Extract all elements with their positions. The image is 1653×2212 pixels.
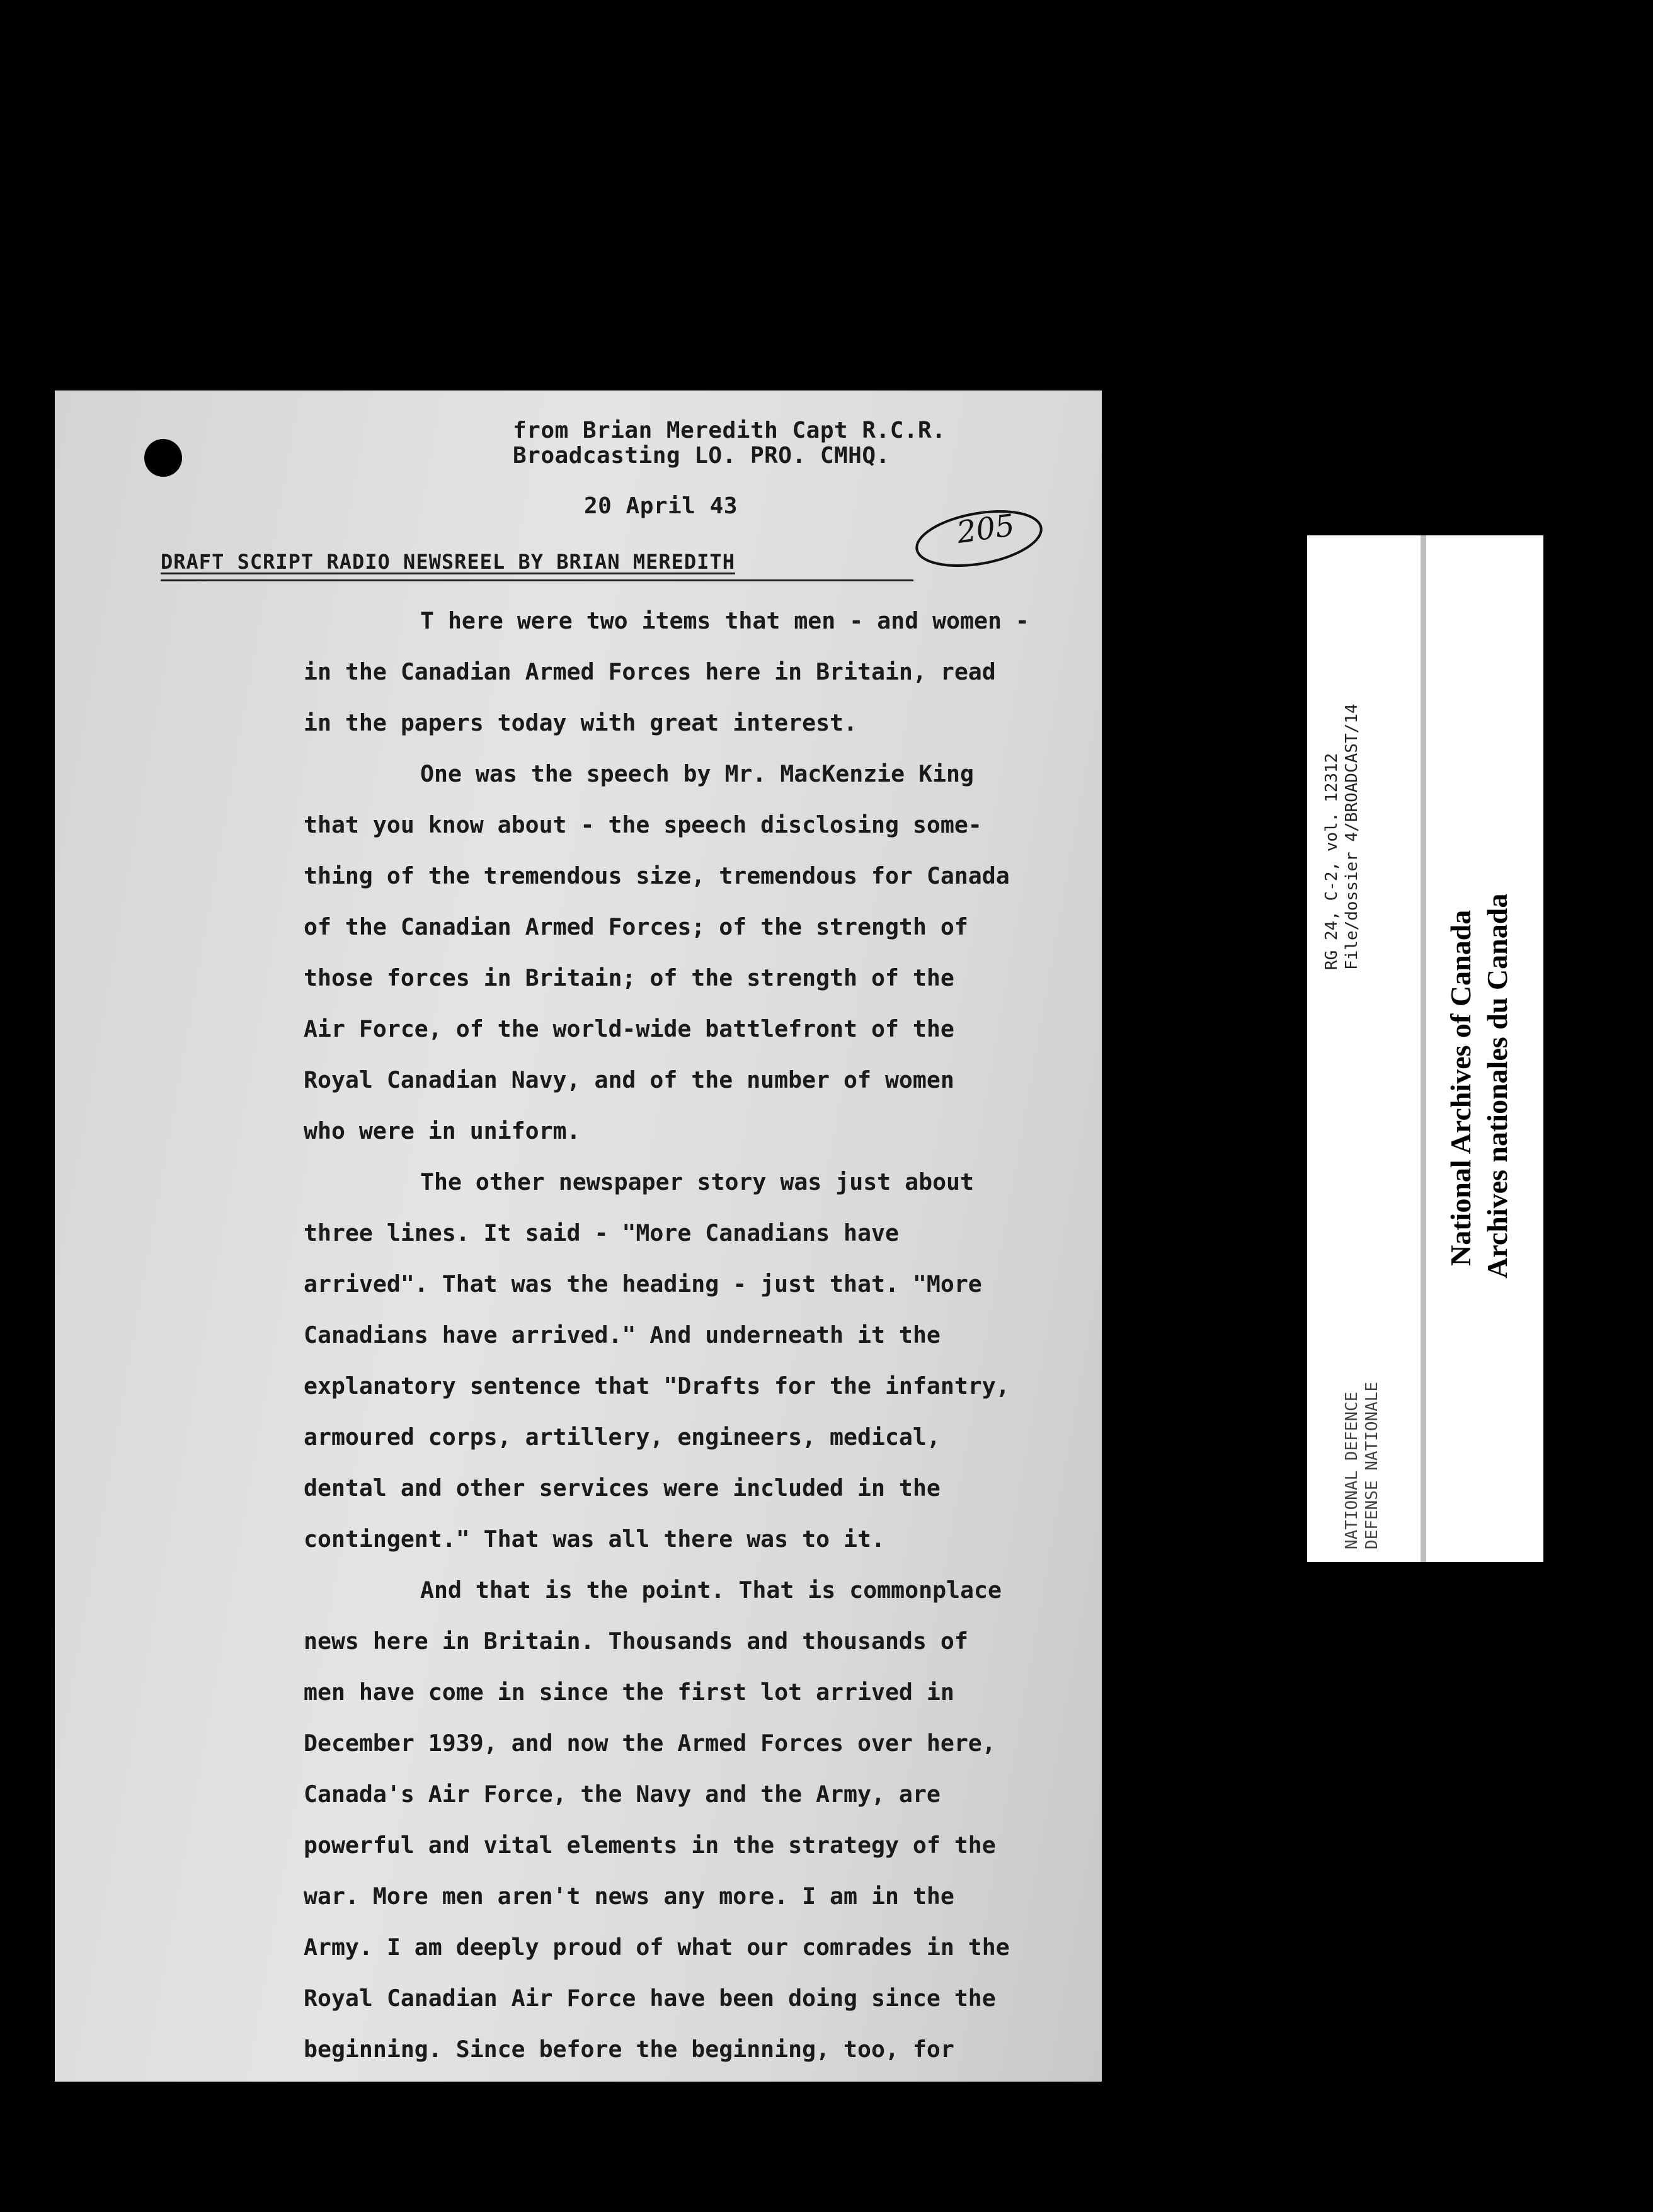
- text-line: One was the speech by Mr. MacKenzie King: [420, 760, 974, 787]
- text-line: Canada's Air Force, the Navy and the Army, are: [304, 1781, 941, 1808]
- text-line: December 1939, and now the Armed Forces over here,: [304, 1730, 996, 1757]
- text-line: Air Force, of the world-wide battlefront of the: [304, 1015, 954, 1042]
- office-line: Broadcasting LO. PRO. CMHQ.: [513, 443, 890, 469]
- text-line: of the Canadian Armed Forces; of the strength of: [304, 913, 968, 940]
- text-line: Royal Canadian Navy, and of the number of women: [304, 1066, 954, 1093]
- department-line-2: DEFENSE NATIONALE: [1363, 1381, 1381, 1549]
- document-body: [304, 595, 1102, 2075]
- text-line: who were in uniform.: [304, 1117, 581, 1144]
- title-double-underline: [161, 579, 913, 581]
- text-line: Army. I am deeply proud of what our comrades in the: [304, 1934, 1010, 1961]
- text-line: in the papers today with great interest.: [304, 709, 857, 736]
- text-line: three lines. It said - "More Canadians have: [304, 1219, 899, 1246]
- stamp-number: 205: [954, 507, 1017, 551]
- text-line: explanatory sentence that "Drafts for the infantry,: [304, 1372, 1010, 1400]
- text-line: The other newspaper story was just about: [420, 1168, 974, 1195]
- text-line: Royal Canadian Air Force have been doing since the: [304, 1985, 996, 2012]
- text-line: dental and other services were included in the: [304, 1474, 941, 1502]
- text-line: men have come in since the first lot arrived in: [304, 1679, 954, 1706]
- archives-name-french: Archives nationales du Canada: [1481, 893, 1513, 1279]
- text-line: powerful and vital elements in the strategy of the: [304, 1832, 996, 1859]
- label-divider: [1421, 535, 1426, 1562]
- text-line: beginning. Since before the beginning, too, for: [304, 2036, 954, 2063]
- text-line: war. More men aren't news any more. I am in the: [304, 1883, 954, 1910]
- text-line: those forces in Britain; of the strength of the: [304, 964, 954, 991]
- text-line: thing of the tremendous size, tremendous for Canada: [304, 862, 1010, 889]
- text-line: contingent." That was all there was to it.: [304, 1525, 885, 1553]
- archives-name-english: National Archives of Canada: [1444, 909, 1477, 1266]
- text-line: Canadians have arrived." And underneath it the: [304, 1321, 941, 1348]
- typed-document-page: [55, 391, 1102, 2082]
- from-line: from Brian Meredith Capt R.C.R.: [513, 418, 946, 443]
- text-line: that you know about - the speech disclosing some-: [304, 811, 982, 838]
- document-date: 20 April 43: [584, 493, 738, 519]
- text-line: arrived". That was the heading - just that. "More: [304, 1270, 982, 1297]
- reference-line-2: File/dossier 4/BROADCAST/14: [1342, 704, 1361, 970]
- text-line: armoured corps, artillery, engineers, medical,: [304, 1423, 941, 1451]
- reference-line-1: RG 24, C-2, vol. 12312: [1322, 753, 1341, 970]
- text-line: in the Canadian Armed Forces here in Britain, read: [304, 658, 996, 685]
- text-line: T here were two items that men - and women -: [420, 607, 1029, 634]
- draft-title: DRAFT SCRIPT RADIO NEWSREEL BY BRIAN MEREDITH: [161, 550, 735, 574]
- punch-hole: [144, 439, 182, 477]
- text-line: And that is the point. That is commonplace: [420, 1576, 1002, 1604]
- department-line-1: NATIONAL DEFENCE: [1342, 1391, 1361, 1549]
- text-line: news here in Britain. Thousands and thousands of: [304, 1628, 968, 1655]
